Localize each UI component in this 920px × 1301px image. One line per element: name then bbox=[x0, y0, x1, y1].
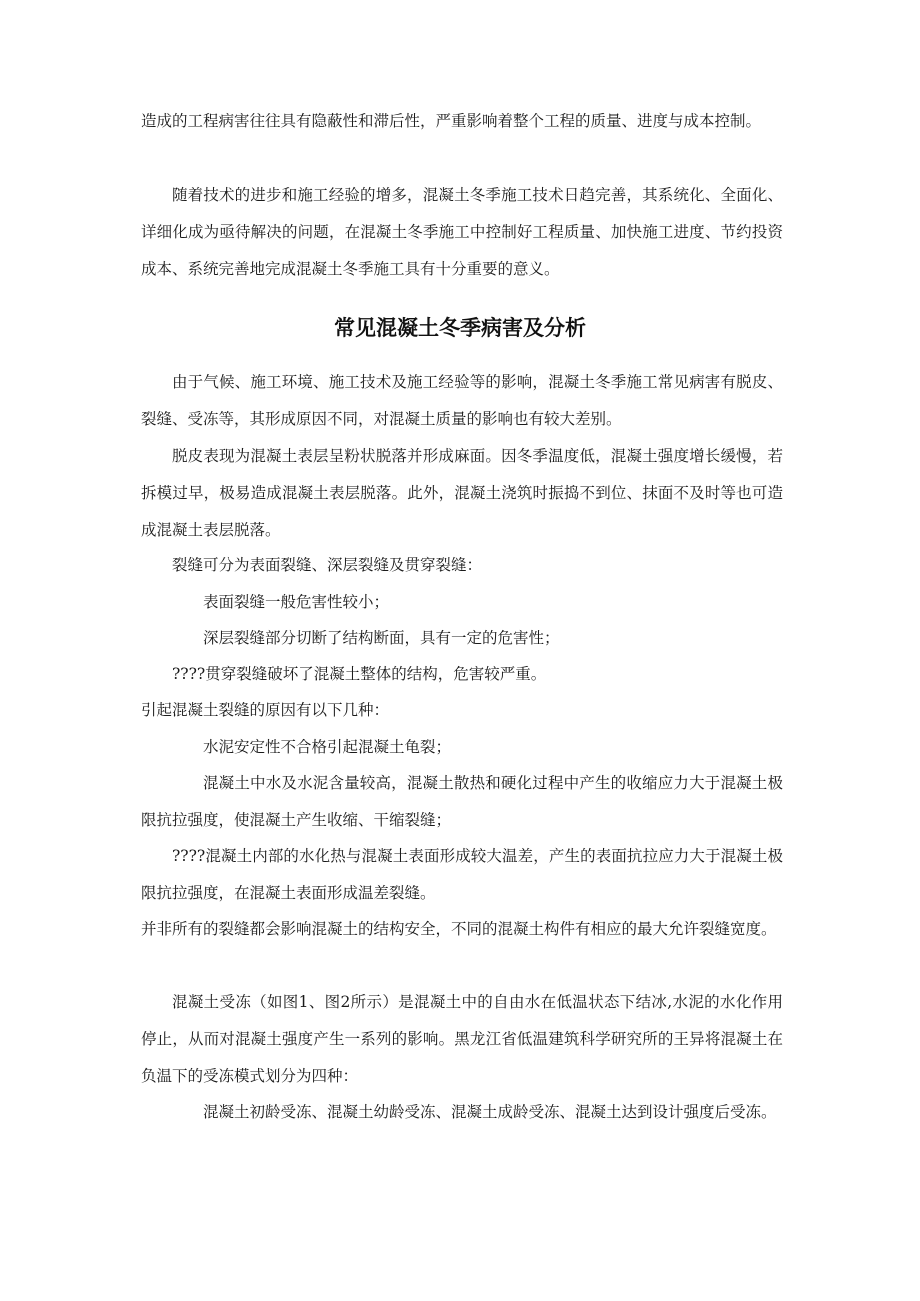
list-item-cement-stability: 水泥安定性不合格引起混凝土龟裂； bbox=[203, 738, 452, 756]
list-item-shrinkage: 混凝土中水及水泥含量较高，混凝土散热和硬化过程中产生的收缩应力大于混凝土极限抗拉强度，使混凝土产生收缩、干缩裂缝； bbox=[141, 774, 783, 829]
paragraph-crack-causes: 引起混凝土裂缝的原因有以下几种： bbox=[141, 701, 390, 719]
list-item-temperature: ????混凝土内部的水化热与混凝土表面形成较大温差，产生的表面抗拉应力大于混凝土极限抗拉强度，在混凝土表面形成温差裂缝。 bbox=[141, 847, 783, 902]
paragraph-intro-significance: 随着技术的进步和施工经验的增多，混凝土冬季施工技术日趋完善，其系统化、全面化、详细化成为亟待解决的问题，在混凝土冬季施工中控制好工程质量、加快施工进度、节约投资成本、系统完善地完成混凝土冬季施工具有十分重要的意义。 bbox=[141, 186, 783, 278]
list-item-through-crack: ????贯穿裂缝破坏了混凝土整体的结构，危害较严重。 bbox=[172, 665, 547, 683]
paragraph-peeling: 脱皮表现为混凝土表层呈粉状脱落并形成麻面。因冬季温度低，混凝土强度增长缓慢，若拆模过早，极易造成混凝土表层脱落。此外，混凝土浇筑时振捣不到位、抹面不及时等也可造成混凝土表层脱落。 bbox=[141, 447, 783, 539]
paragraph-allowable-crack: 并非所有的裂缝都会影响混凝土的结构安全，不同的混凝土构件有相应的最大允许裂缝宽度。 bbox=[141, 920, 777, 938]
paragraph-common-defects: 由于气候、施工环境、施工技术及施工经验等的影响，混凝土冬季施工常见病害有脱皮、裂缝、受冻等，其形成原因不同，对混凝土质量的影响也有较大差别。 bbox=[141, 373, 783, 428]
paragraph-intro-continued: 造成的工程病害往往具有隐蔽性和滞后性，严重影响着整个工程的质量、进度与成本控制。 bbox=[141, 112, 762, 130]
list-item-surface-crack: 表面裂缝一般危害性较小； bbox=[203, 593, 390, 611]
paragraph-freezing: 混凝土受冻（如图1、图2所示）是混凝土中的自由水在低温状态下结冰,水泥的水化作用停止，从而对混凝土强度产生一系列的影响。黑龙江省低温建筑科学研究所的王异将混凝土在负温下的受冻模式划分为四种： bbox=[141, 993, 783, 1085]
section-title: 常见混凝土冬季病害及分析 bbox=[334, 316, 586, 340]
list-item-deep-crack: 深层裂缝部分切断了结构断面，具有一定的危害性； bbox=[203, 629, 560, 647]
paragraph-freezing-modes: 混凝土初龄受冻、混凝土幼龄受冻、混凝土成龄受冻、混凝土达到设计强度后受冻。 bbox=[203, 1103, 777, 1121]
paragraph-crack-types: 裂缝可分为表面裂缝、深层裂缝及贯穿裂缝： bbox=[172, 556, 483, 574]
